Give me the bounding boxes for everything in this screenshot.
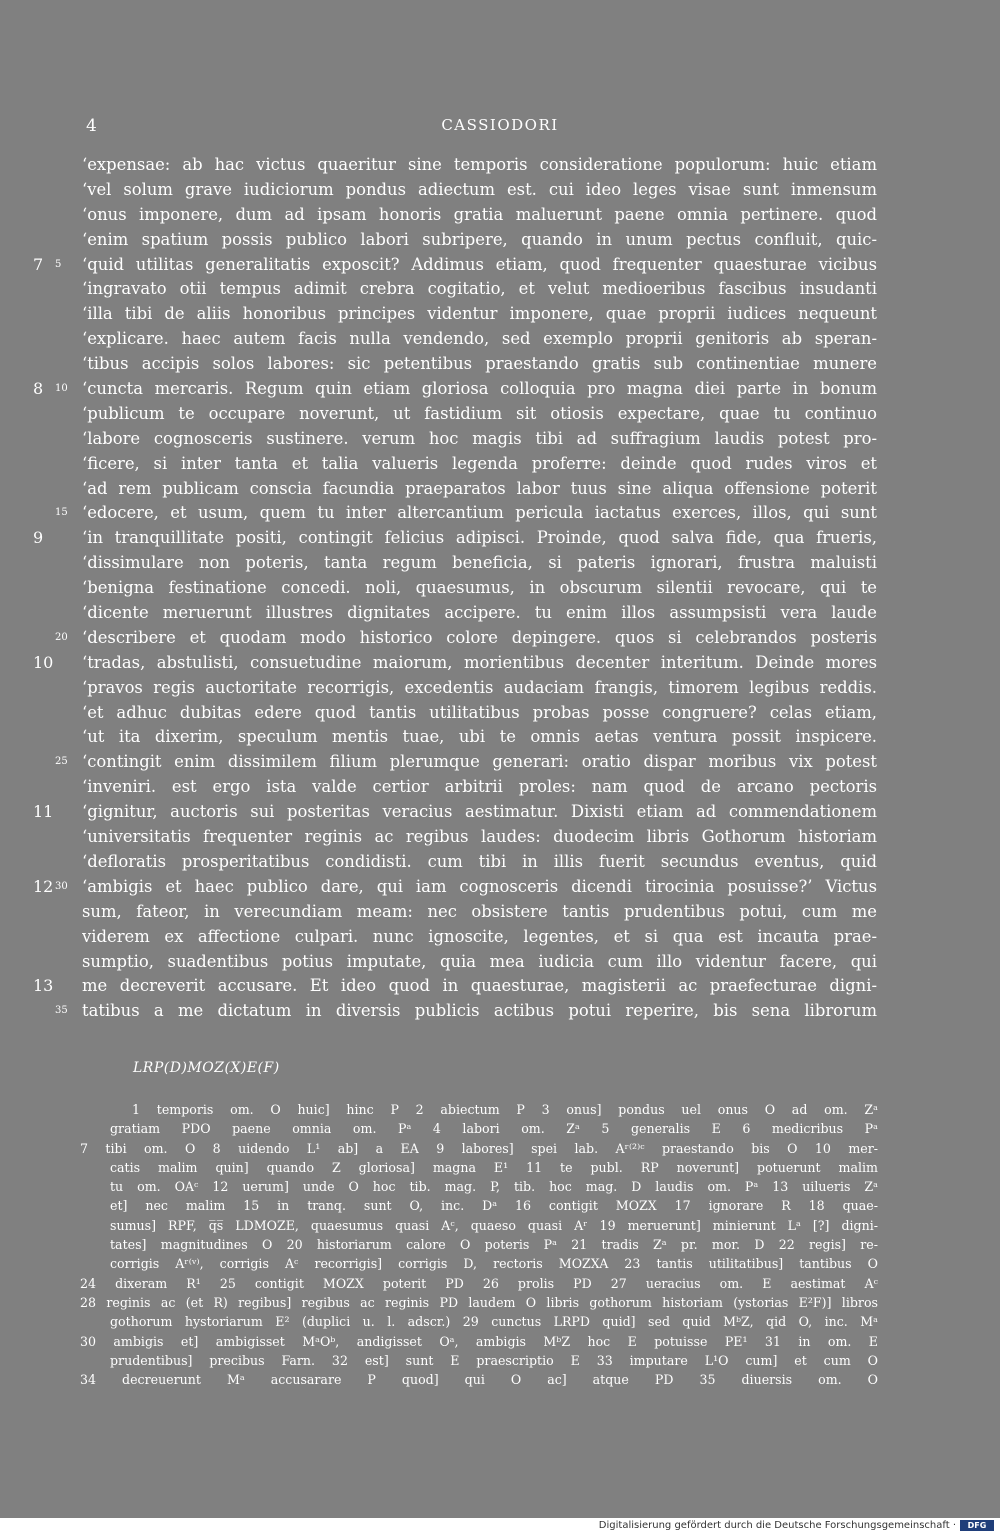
line-text: ‘describere et quodam modo historico colore depingere. quos si celebrandos posteris [82,627,877,647]
apparatus-line: tates] magnitudines O 20 historiarum calore O poteris Pᵃ 21 tradis Zᵃ pr. mor. D 22 regis] re- [110,1237,878,1253]
footer-bar [0,1518,1000,1533]
text-line [0,352,1000,377]
line-text: ‘cuncta mercaris. Regum quin etiam gloriosa colloquia pro magna diei parte in bonum [82,379,877,399]
line-text: ‘gignitur, auctoris sui posteritas veracius aestimatur. Dixisti etiam ad commendationem [82,802,877,822]
line-text: ‘ingravato otii tempus adimit crebra cogitatio, et velut medioeribus fascibus insudanti [82,279,877,299]
chapter-marker: 11 [33,802,54,822]
sigla-line: LRP(D)MOZ(X)E(F) [133,1060,280,1076]
text-line [0,277,1000,302]
apparatus-line: 24 dixeram R¹ 25 contigit MOZX poterit PD 26 prolis PD 27 ueracius om. E aestimat Aᶜ [80,1275,878,1291]
text-line [0,327,1000,352]
line-text: ‘inveniri. est ergo ista valde certior arbitrii proles: nam quod de arcano pectoris [82,777,877,797]
apparatus-line: sumus] RPF, q̅s̅ LDMOZE, quaesumus quasi Aᶜ, quaeso quasi Aʳ 19 meruerunt] minierunt Lᵃ [?] digni- [110,1217,878,1233]
apparatus-line: 7 tibi om. O 8 uidendo L¹ ab] a EA 9 labores] spei lab. Aʳ⁽²⁾ᶜ praestando bis O 10 mer- [80,1140,878,1156]
line-text: ‘dicente meruerunt illustres dignitates accipere. tu enim illos assumpsisti vera laude [82,603,877,623]
text-line [0,974,1000,999]
line-text: ‘edocere, et usum, quem tu inter altercantium pericula iactatus exerces, illos, qui sunt [82,503,877,523]
main-text [0,153,1000,1024]
chapter-marker: 10 [33,652,54,672]
text-line [0,551,1000,576]
text-line [0,676,1000,701]
line-text: ‘benigna festinatione concedi. noli, quaesumus, in obscurum silentii revocare, qui te [82,578,877,598]
line-text: ‘expensae: ab hac victus quaeritur sine temporis consideratione populorum: huic etiam [82,155,877,174]
text-line [0,253,1000,278]
text-line [0,750,1000,775]
text-line [0,925,1000,950]
page-number: 4 [86,116,97,136]
line-number: 5 [55,258,62,270]
text-line [0,228,1000,253]
line-text: ‘defloratis prosperitatibus condidisti. cum tibi in illis fuerit secundus eventus, quid [82,851,877,871]
text-line [0,725,1000,750]
text-line [0,850,1000,875]
line-text: ‘pravos regis auctoritate recorrigis, excedentis audaciam frangis, timorem legibus reddis. [82,677,877,697]
text-line [0,153,1000,178]
text-line [0,501,1000,526]
chapter-marker: 13 [33,976,54,996]
dfg-logo: DFG [960,1520,994,1531]
line-text: sumptio, suadentibus potius imputate, quia mea iudicia cum illo videntur facere, qui [82,951,877,971]
line-text: ‘contingit enim dissimilem filium plerumque generari: oratio dispar moribus vix potest [82,752,877,772]
text-line [0,601,1000,626]
line-text: ‘in tranquillitate positi, contingit felicius adipisci. Proinde, quod salva fide, qua frueris, [82,528,877,548]
line-text: ‘onus imponere, dum ad ipsam honoris gratia maluerunt paene omnia pertinere. quod [82,204,877,224]
text-line [0,302,1000,327]
text-line [0,775,1000,800]
chapter-marker: 9 [33,528,44,548]
line-text: ‘vel solum grave iudiciorum pondus adiectum est. cui ideo leges visae sunt inmensum [82,179,877,199]
text-line [0,526,1000,551]
line-text: ‘labore cognosceris sustinere. verum hoc magis tibi ad suffragium laudis potest pro- [82,428,877,448]
line-number: 30 [55,880,68,892]
line-text: ‘ficere, si inter tanta et talia valueris legenda proferre: deinde quod rudes viros et [82,453,877,473]
line-text: ‘ut ita dixerim, speculum mentis tuae, ubi te omnis aetas ventura possit inspicere. [82,727,877,747]
line-text: viderem ex affectione culpari. nunc ignoscite, legentes, et si qua est incauta prae- [82,926,877,946]
critical-apparatus [80,1100,878,1389]
text-line [0,701,1000,726]
line-number: 15 [55,507,68,519]
chapter-marker: 8 [33,379,44,399]
apparatus-line: gothorum hystoriarum E² (duplici u. l. adscr.) 29 cunctus LRPD quid] sed quid MᵇZ, qid O, inc. Mᵃ [110,1314,878,1330]
line-text: sum, fateor, in verecundiam meam: nec obsistere tantis prudentibus potui, cum me [82,901,877,921]
text-line [0,950,1000,975]
text-line [0,576,1000,601]
line-text: ‘tradas, abstulisti, consuetudine maiorum, morientibus decenter interitum. Deinde mores [82,652,877,672]
apparatus-line: et] nec malim 15 in tranq. sunt O, inc. Dᵃ 16 contigit MOZX 17 ignorare R 18 quae- [110,1198,878,1214]
text-line [0,452,1000,477]
line-text: ‘enim spatium possis publico labori subripere, quando in unum pectus confluit, quic- [82,229,877,249]
apparatus-line: tu om. OAᶜ 12 uerum] unde O hoc tib. mag. P, tib. hoc mag. D laudis om. Pᵃ 13 uilueris Zᵃ [110,1179,878,1195]
text-line [0,800,1000,825]
line-number: 20 [55,631,68,643]
line-number: 35 [55,1005,68,1017]
line-text: tatibus a me dictatum in diversis publicis actibus potui reperire, bis sena librorum [82,1001,877,1021]
chapter-marker: 12 [33,876,54,896]
line-text: ‘publicum te occupare noverunt, ut fastidium sit otiosis expectare, quae tu continuo [82,403,877,423]
text-line [0,825,1000,850]
apparatus-line: catis malim quin] quando Z gloriosa] magna E¹ 11 te publ. RP noverunt] potuerunt malim [110,1159,878,1175]
apparatus-line: 30 ambigis et] ambigisset MᵃOᵇ, andigisset Oᵃ, ambigis MᵇZ hoc E potuisse PE¹ 31 in om. E [80,1333,878,1349]
running-title: CASSIODORI [441,116,559,134]
text-line [0,477,1000,502]
text-line [0,203,1000,228]
apparatus-line: prudentibus] precibus Farn. 32 est] sunt E praescriptio E 33 imputare L¹O cum] et cum O [110,1352,878,1368]
line-text: ‘quid utilitas generalitatis exposcit? Addimus etiam, quod frequenter quaesturae vicibus [82,254,877,274]
apparatus-line: 28 reginis ac (et R) regibus] regibus ac reginis PD laudem O libris gothorum historiam (ystorias E²F)] libros [80,1294,878,1310]
text-line [0,178,1000,203]
line-text: me decreverit accusare. Et ideo quod in quaesturae, magisterii ac praefecturae digni- [82,976,877,996]
line-text: ‘tibus accipis solos labores: sic petentibus praestando gratis sub continentiae munere [82,354,877,374]
line-number: 10 [55,383,68,395]
funding-note: Digitalisierung gefördert durch die Deutsche Forschungsgemeinschaft · [598,1520,956,1531]
text-line [0,402,1000,427]
line-text: ‘ad rem publicam conscia facundia praeparatos labor tuus sine aliqua offensione poterit [82,478,877,498]
apparatus-line: corrigis Aʳ⁽ᵛ⁾, corrigis Aᶜ recorrigis] corrigis D, rectoris MOZXA 23 tantis utilitatibus] tantibus O [110,1256,878,1272]
line-text: ‘universitatis frequenter reginis ac regibus laudes: duodecim libris Gothorum historiam [82,827,877,847]
apparatus-line: 1 temporis om. O huic] hinc P 2 abiectum P 3 onus] pondus uel onus O ad om. Zᵃ [132,1102,878,1117]
line-text: ‘dissimulare non poteris, tanta regum beneficia, si pateris ignorari, frustra maluisti [82,553,877,573]
line-text: ‘et adhuc dubitas edere quod tantis utilitatibus probas posse congruere? celas etiam, [82,702,877,722]
line-text: ‘explicare. haec autem facis nulla vendendo, sed exemplo proprii genitoris ab speran- [82,329,877,349]
text-line [0,626,1000,651]
text-line [0,999,1000,1024]
text-line [0,875,1000,900]
line-number: 25 [55,756,68,768]
line-text: ‘ambigis et haec publico dare, qui iam cognosceris dicendi tirocinia posuisse?’ Victus [82,876,877,896]
apparatus-line: 34 decreuerunt Mᵃ accusarare P quod] qui O ac] atque PD 35 diuersis om. O [80,1372,878,1388]
text-line [0,427,1000,452]
running-header [0,116,1000,138]
chapter-marker: 7 [33,254,44,274]
text-line [0,651,1000,676]
line-text: ‘illa tibi de aliis honoribus principes videntur imponere, quae proprii iudices nequeunt [82,304,877,324]
text-line [0,900,1000,925]
apparatus-line: gratiam PDO paene omnia om. Pᵃ 4 labori om. Zᵃ 5 generalis E 6 medicribus Pᵃ [110,1121,878,1137]
text-line [0,377,1000,402]
